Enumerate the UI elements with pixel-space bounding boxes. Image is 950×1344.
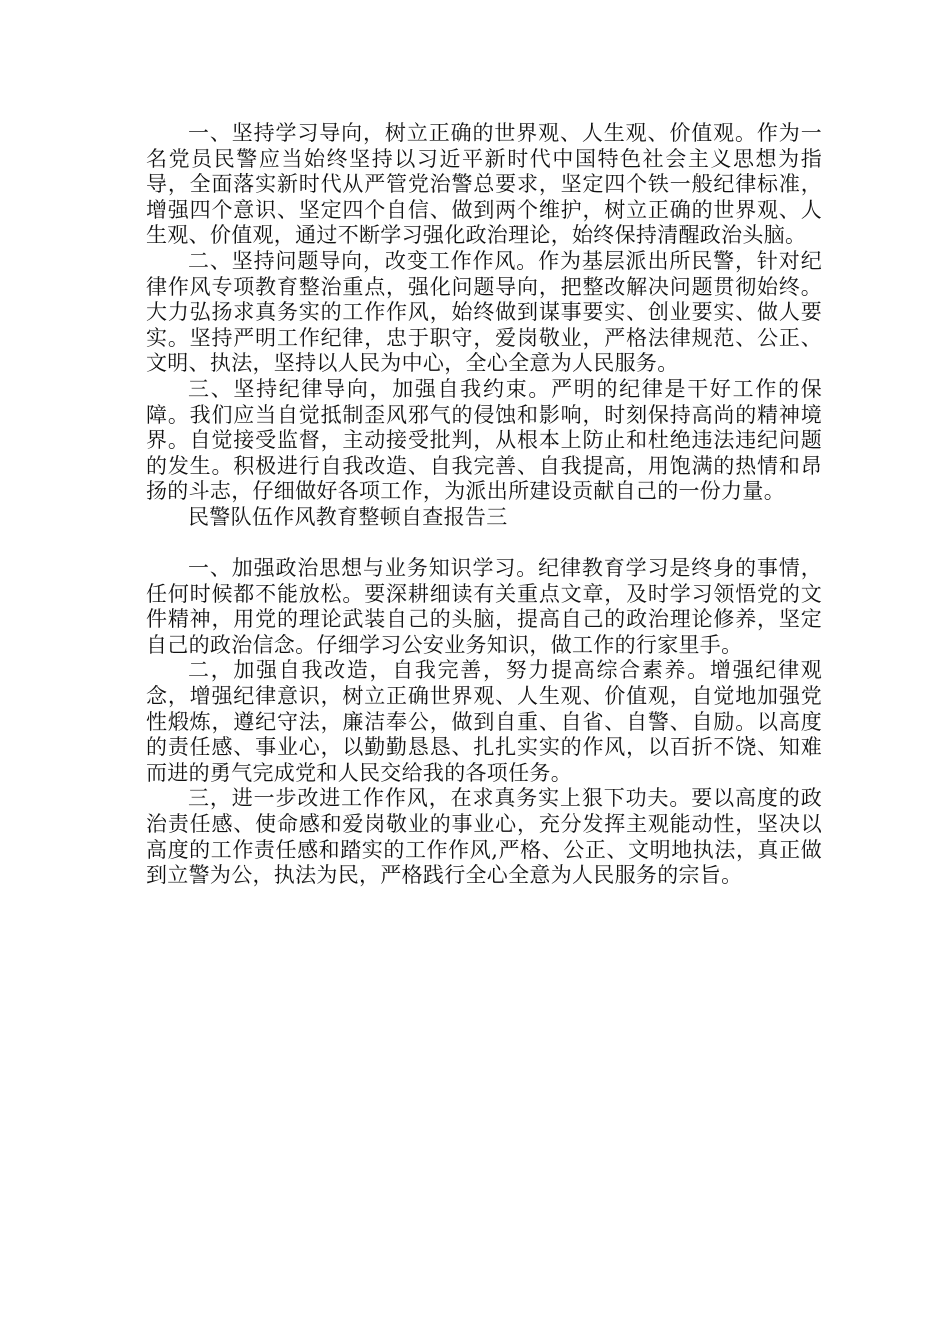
- paragraph: 一、坚持学习导向，树立正确的世界观、人生观、价值观。作为一名党员民警应当始终坚持以习近平新时代中国特色社会主义思想为指导，全面落实新时代从严管党治警总要求，坚定四个铁一般纪律标准，增强四个意识、坚定四个自信、做到两个维护，树立正确的世界观、人生观、价值观，通过不断学习强化政治理论，始终保持清醒政治头脑。: [146, 121, 822, 248]
- paragraph: 三、坚持纪律导向，加强自我约束。严明的纪律是干好工作的保障。我们应当自觉抵制歪风邪气的侵蚀和影响，时刻保持高尚的精神境界。自觉接受监督，主动接受批判，从根本上防止和杜绝违法违纪问题的发生。积极进行自我改造、自我完善、自我提高，用饱满的热情和昂扬的斗志，仔细做好各项工作，为派出所建设贡献自己的一份力量。: [146, 376, 822, 504]
- paragraph: 二，加强自我改造，自我完善，努力提高综合素养。增强纪律观念，增强纪律意识，树立正确世界观、人生观、价值观，自觉地加强党性煅炼，遵纪守法，廉洁奉公，做到自重、自省、自警、自励。以高度的责任感、事业心，以勤勤恳恳、扎扎实实的作风，以百折不饶、知难而进的勇气完成党和人民交给我的各项任务。: [146, 658, 822, 785]
- paragraph: 二、坚持问题导向，改变工作作风。作为基层派出所民警，针对纪律作风专项教育整治重点，强化问题导向，把整改解决问题贯彻始终。大力弘扬求真务实的工作作风，始终做到谋事要实、创业要实、做人要实。坚持严明工作纪律，忠于职守，爱岗敬业，严格法律规范、公正、文明、执法，坚持以人民为中心，全心全意为人民服务。: [146, 248, 822, 376]
- paragraph: 三，进一步改进工作作风，在求真务实上狠下功夫。要以高度的政治责任感、使命感和爱岗敬业的事业心，充分发挥主观能动性，坚决以高度的工作责任感和踏实的工作作风,严格、公正、文明地执法，真正做到立警为公，执法为民，严格践行全心全意为人民服务的宗旨。: [146, 786, 822, 888]
- paragraph: 一、加强政治思想与业务知识学习。纪律教育学习是终身的事情，任何时候都不能放松。要深耕细读有关重点文章，及时学习领悟党的文件精神，用党的理论武装自己的头脑，提高自己的政治理论修养，坚定自己的政治信念。仔细学习公安业务知识，做工作的行家里手。: [146, 556, 822, 657]
- section-title: 民警队伍作风教育整顿自查报告三: [188, 504, 508, 529]
- document-body: [146, 121, 822, 889]
